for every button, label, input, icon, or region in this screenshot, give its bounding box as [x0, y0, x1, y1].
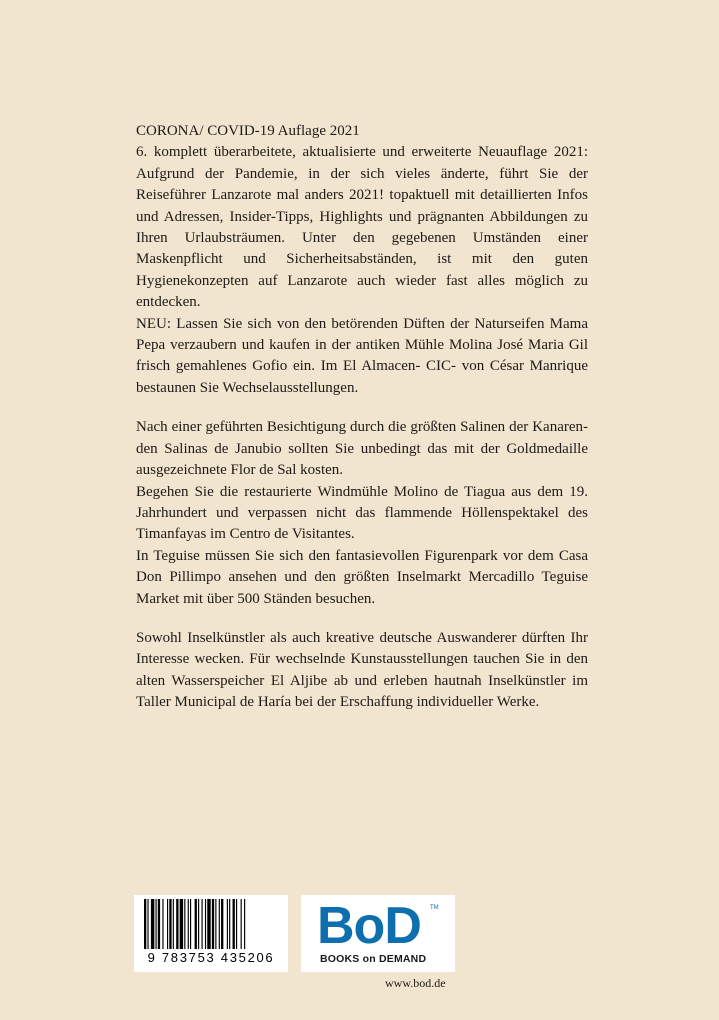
- publisher-url[interactable]: www.bod.de: [385, 976, 446, 990]
- barcode-bar: [202, 899, 203, 949]
- barcode-bar: [158, 899, 160, 949]
- barcode-bar: [221, 899, 223, 949]
- publisher-logo: [301, 895, 455, 972]
- windmill-paragraph: Begehen Sie die restaurierte Windmühle Molino de Tiagua aus dem 19. Jahrhundert und verpassen nicht das flammende Höllenspektakel des Timanfayas im Centro de Visitantes.: [136, 483, 588, 543]
- barcode-bar: [180, 899, 183, 949]
- barcode-bar: [207, 899, 210, 949]
- barcode-bar: [173, 899, 174, 949]
- barcode-bar: [198, 899, 199, 949]
- barcode-bar: [169, 899, 171, 949]
- barcode-bar: [151, 899, 154, 949]
- barcode-bars: [142, 899, 280, 951]
- barcode-bar: [212, 899, 214, 949]
- barcode-bar: [184, 899, 185, 949]
- barcode-bar: [162, 899, 163, 949]
- barcode-bar: [190, 899, 191, 949]
- edition-description: 6. komplett überarbeitete, aktualisierte und erweiterte Neuauflage 2021: Aufgrund der Pandemie, in der sich vieles änderte, führt Sie der Reiseführer Lanzarote mal anders 2021! topaktuell mit detaillierten Infos und Adressen, Insider-Tipps, Highlights und prägnanten Abbildungen zu Ihren Urlaubsträumen. Unter den gegebenen Umständen einer Maskenpflicht und Sicherheitsabständen, ist mit den guten Hygienekonzepten auf Lanzarote auch wieder fast alles möglich zu entdecken.: [136, 144, 588, 311]
- teguise-paragraph: In Teguise müssen Sie sich den fantasievollen Figurenpark vor dem Casa Don Pillimpo ansehen und den größten Inselmarkt Mercadillo Teguise Market mit über 500 Ständen besuchen.: [136, 547, 588, 607]
- edition-heading: CORONA/ COVID-19 Auflage 2021: [136, 123, 360, 139]
- barcode-bar: [176, 899, 178, 949]
- barcode-bar: [205, 899, 206, 949]
- salinas-paragraph: Nach einer geführten Besichtigung durch die größten Salinen der Kanaren- den Salinas de Janubio sollten Sie unbedingt das mit der Goldmedaille ausgezeichnete Flor de Sal kosten.: [136, 419, 588, 479]
- trademark-mark: TM: [430, 905, 439, 911]
- barcode-bar: [241, 899, 242, 949]
- artists-paragraph: Sowohl Inselkünstler als auch kreative deutsche Auswanderer dürften Ihr Interesse wecken. Für wechselnde Kunstausstellungen tauchen Sie in den alten Wasserspeicher El Aljibe ab und erleben hautnah Inselkünstler im Taller Municipal de Haría bei der Erschaffung individueller Werke.: [136, 629, 588, 711]
- barcode-bar: [215, 899, 216, 949]
- barcode-bar: [236, 899, 237, 949]
- barcode-bar: [244, 899, 245, 949]
- bod-logo-text: BoD: [317, 897, 421, 955]
- barcode-bar: [219, 899, 220, 949]
- barcode-bar: [227, 899, 228, 949]
- new-features-paragraph: NEU: Lassen Sie sich von den betörenden Düften der Naturseifen Mama Pepa verzaubern und kaufen in der antiken Mühle Molina José Maria Gil frisch gemahlenes Gofio ein. Im El Almacen- CIC- von César Manrique bestaunen Sie Wechselausstellungen.: [136, 315, 588, 396]
- barcode-bar: [195, 899, 197, 949]
- barcode-bar: [167, 899, 168, 949]
- barcode-bar: [144, 899, 146, 949]
- barcode-bar: [229, 899, 230, 949]
- isbn-number: 9 783753 435206: [147, 950, 275, 965]
- barcode-bar: [188, 899, 189, 949]
- barcode-bar: [233, 899, 235, 949]
- barcode-bar: [147, 899, 148, 949]
- back-cover-text: [136, 121, 588, 714]
- barcode-bar: [156, 899, 157, 949]
- isbn-barcode: [134, 895, 288, 972]
- publisher-tagline: BOOKS on DEMAND: [320, 953, 427, 965]
